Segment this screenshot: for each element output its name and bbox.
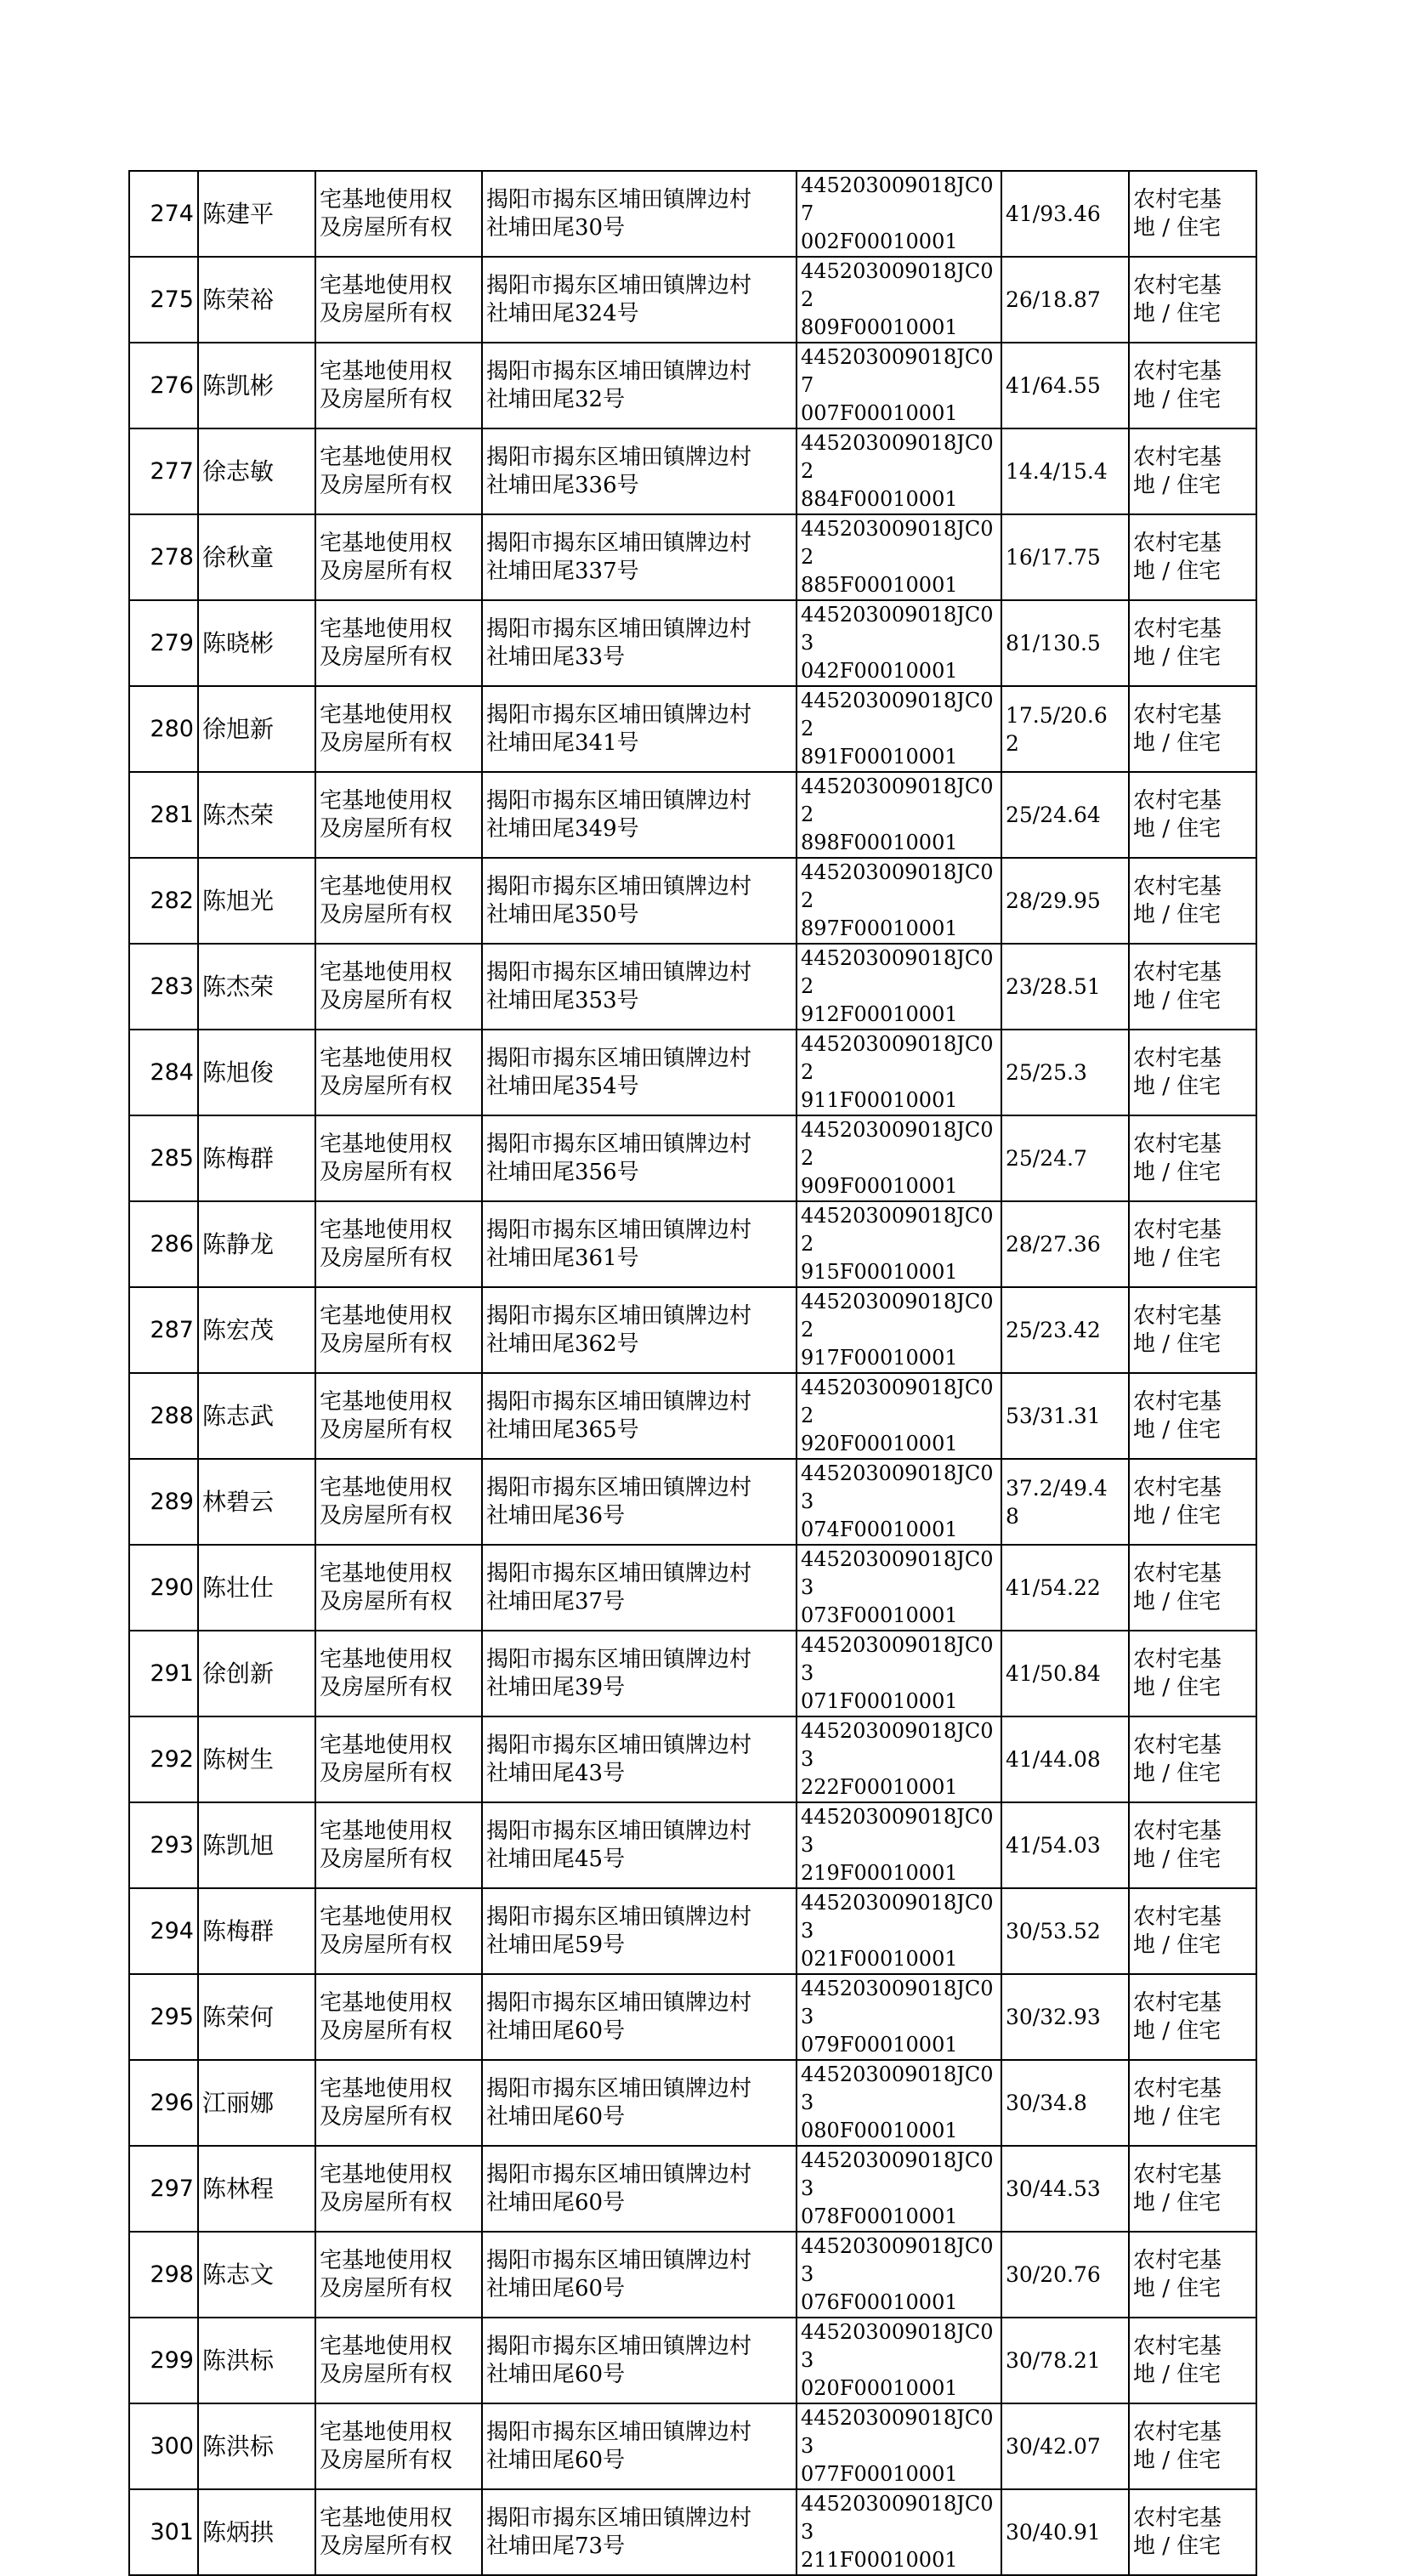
property-address: 揭阳市揭东区埔田镇牌边村 社埔田尾45号: [482, 1802, 797, 1888]
table-row: [129, 514, 1256, 600]
property-address: 揭阳市揭东区埔田镇牌边村 社埔田尾43号: [482, 1716, 797, 1802]
table-body: [129, 171, 1256, 2575]
owner-name: 陈宏茂: [198, 1287, 315, 1373]
right-type: 宅基地使用权 及房屋所有权: [315, 2403, 482, 2489]
land-use: 农村宅基 地 / 住宅: [1129, 257, 1256, 343]
table-row: [129, 428, 1256, 514]
table-row: [129, 1201, 1256, 1287]
unit-code: 445203009018JC03 222F00010001: [797, 1716, 1001, 1802]
owner-name: 陈荣何: [198, 1974, 315, 2060]
property-address: 揭阳市揭东区埔田镇牌边村 社埔田尾30号: [482, 171, 797, 257]
land-use: 农村宅基 地 / 住宅: [1129, 2146, 1256, 2232]
property-address: 揭阳市揭东区埔田镇牌边村 社埔田尾361号: [482, 1201, 797, 1287]
row-number: 289: [129, 1459, 198, 1545]
area-value: 41/54.03: [1001, 1802, 1129, 1888]
owner-name: 陈梅群: [198, 1115, 315, 1201]
unit-code: 445203009018JC03 078F00010001: [797, 2146, 1001, 2232]
table-row: [129, 257, 1256, 343]
row-number: 280: [129, 686, 198, 772]
area-value: 30/40.91: [1001, 2489, 1129, 2575]
right-type: 宅基地使用权 及房屋所有权: [315, 257, 482, 343]
land-use: 农村宅基 地 / 住宅: [1129, 1287, 1256, 1373]
row-number: 287: [129, 1287, 198, 1373]
land-use: 农村宅基 地 / 住宅: [1129, 1115, 1256, 1201]
right-type: 宅基地使用权 及房屋所有权: [315, 1545, 482, 1631]
table-row: [129, 2232, 1256, 2318]
row-number: 294: [129, 1888, 198, 1974]
land-use: 农村宅基 地 / 住宅: [1129, 1201, 1256, 1287]
unit-code: 445203009018JC02 920F00010001: [797, 1373, 1001, 1459]
area-value: 30/78.21: [1001, 2318, 1129, 2403]
row-number: 277: [129, 428, 198, 514]
right-type: 宅基地使用权 及房屋所有权: [315, 2489, 482, 2575]
area-value: 41/54.22: [1001, 1545, 1129, 1631]
table-row: [129, 171, 1256, 257]
area-value: 28/29.95: [1001, 858, 1129, 944]
owner-name: 陈晓彬: [198, 600, 315, 686]
owner-name: 陈炳拱: [198, 2489, 315, 2575]
land-use: 农村宅基 地 / 住宅: [1129, 2403, 1256, 2489]
land-use: 农村宅基 地 / 住宅: [1129, 514, 1256, 600]
right-type: 宅基地使用权 及房屋所有权: [315, 514, 482, 600]
property-address: 揭阳市揭东区埔田镇牌边村 社埔田尾60号: [482, 2232, 797, 2318]
property-address: 揭阳市揭东区埔田镇牌边村 社埔田尾337号: [482, 514, 797, 600]
land-use: 农村宅基 地 / 住宅: [1129, 772, 1256, 858]
table-row: [129, 858, 1256, 944]
table-row: [129, 2146, 1256, 2232]
owner-name: 徐创新: [198, 1631, 315, 1716]
land-use: 农村宅基 地 / 住宅: [1129, 428, 1256, 514]
land-use: 农村宅基 地 / 住宅: [1129, 343, 1256, 428]
land-use: 农村宅基 地 / 住宅: [1129, 944, 1256, 1030]
row-number: 297: [129, 2146, 198, 2232]
row-number: 285: [129, 1115, 198, 1201]
property-address: 揭阳市揭东区埔田镇牌边村 社埔田尾33号: [482, 600, 797, 686]
owner-name: 陈凯旭: [198, 1802, 315, 1888]
table-row: [129, 2318, 1256, 2403]
table-row: [129, 2403, 1256, 2489]
table-row: [129, 600, 1256, 686]
owner-name: 林碧云: [198, 1459, 315, 1545]
area-value: 41/64.55: [1001, 343, 1129, 428]
area-value: 14.4/15.4: [1001, 428, 1129, 514]
area-value: 53/31.31: [1001, 1373, 1129, 1459]
land-use: 农村宅基 地 / 住宅: [1129, 1888, 1256, 1974]
unit-code: 445203009018JC03 074F00010001: [797, 1459, 1001, 1545]
owner-name: 陈旭俊: [198, 1030, 315, 1115]
row-number: 290: [129, 1545, 198, 1631]
land-use: 农村宅基 地 / 住宅: [1129, 171, 1256, 257]
owner-name: 徐秋童: [198, 514, 315, 600]
owner-name: 陈林程: [198, 2146, 315, 2232]
property-address: 揭阳市揭东区埔田镇牌边村 社埔田尾60号: [482, 2318, 797, 2403]
unit-code: 445203009018JC02 912F00010001: [797, 944, 1001, 1030]
land-use: 农村宅基 地 / 住宅: [1129, 1631, 1256, 1716]
unit-code: 445203009018JC02 884F00010001: [797, 428, 1001, 514]
area-value: 81/130.5: [1001, 600, 1129, 686]
table-row: [129, 1030, 1256, 1115]
right-type: 宅基地使用权 及房屋所有权: [315, 2060, 482, 2146]
owner-name: 陈凯彬: [198, 343, 315, 428]
right-type: 宅基地使用权 及房屋所有权: [315, 772, 482, 858]
owner-name: 陈壮仕: [198, 1545, 315, 1631]
owner-name: 江丽娜: [198, 2060, 315, 2146]
land-use: 农村宅基 地 / 住宅: [1129, 858, 1256, 944]
area-value: 30/44.53: [1001, 2146, 1129, 2232]
area-value: 25/24.7: [1001, 1115, 1129, 1201]
right-type: 宅基地使用权 及房屋所有权: [315, 343, 482, 428]
unit-code: 445203009018JC02 898F00010001: [797, 772, 1001, 858]
owner-name: 陈洪标: [198, 2318, 315, 2403]
unit-code: 445203009018JC03 080F00010001: [797, 2060, 1001, 2146]
area-value: 26/18.87: [1001, 257, 1129, 343]
table-row: [129, 343, 1256, 428]
right-type: 宅基地使用权 及房屋所有权: [315, 2146, 482, 2232]
row-number: 275: [129, 257, 198, 343]
table-row: [129, 1631, 1256, 1716]
owner-name: 陈梅群: [198, 1888, 315, 1974]
registry-table: [128, 170, 1257, 2576]
right-type: 宅基地使用权 及房屋所有权: [315, 1115, 482, 1201]
owner-name: 陈杰荣: [198, 944, 315, 1030]
area-value: 37.2/49.4 8: [1001, 1459, 1129, 1545]
property-address: 揭阳市揭东区埔田镇牌边村 社埔田尾60号: [482, 2146, 797, 2232]
unit-code: 445203009018JC03 076F00010001: [797, 2232, 1001, 2318]
area-value: 30/32.93: [1001, 1974, 1129, 2060]
unit-code: 445203009018JC02 885F00010001: [797, 514, 1001, 600]
area-value: 30/42.07: [1001, 2403, 1129, 2489]
land-use: 农村宅基 地 / 住宅: [1129, 1373, 1256, 1459]
property-address: 揭阳市揭东区埔田镇牌边村 社埔田尾336号: [482, 428, 797, 514]
property-address: 揭阳市揭东区埔田镇牌边村 社埔田尾354号: [482, 1030, 797, 1115]
right-type: 宅基地使用权 及房屋所有权: [315, 858, 482, 944]
row-number: 301: [129, 2489, 198, 2575]
owner-name: 陈志武: [198, 1373, 315, 1459]
land-use: 农村宅基 地 / 住宅: [1129, 1545, 1256, 1631]
right-type: 宅基地使用权 及房屋所有权: [315, 600, 482, 686]
area-value: 28/27.36: [1001, 1201, 1129, 1287]
area-value: 25/24.64: [1001, 772, 1129, 858]
land-use: 农村宅基 地 / 住宅: [1129, 2060, 1256, 2146]
land-use: 农村宅基 地 / 住宅: [1129, 2489, 1256, 2575]
unit-code: 445203009018JC03 021F00010001: [797, 1888, 1001, 1974]
land-use: 农村宅基 地 / 住宅: [1129, 686, 1256, 772]
unit-code: 445203009018JC03 073F00010001: [797, 1545, 1001, 1631]
property-address: 揭阳市揭东区埔田镇牌边村 社埔田尾59号: [482, 1888, 797, 1974]
property-address: 揭阳市揭东区埔田镇牌边村 社埔田尾324号: [482, 257, 797, 343]
right-type: 宅基地使用权 及房屋所有权: [315, 1802, 482, 1888]
row-number: 299: [129, 2318, 198, 2403]
table-row: [129, 772, 1256, 858]
owner-name: 陈静龙: [198, 1201, 315, 1287]
land-use: 农村宅基 地 / 住宅: [1129, 600, 1256, 686]
unit-code: 445203009018JC02 915F00010001: [797, 1201, 1001, 1287]
right-type: 宅基地使用权 及房屋所有权: [315, 1373, 482, 1459]
unit-code: 445203009018JC02 891F00010001: [797, 686, 1001, 772]
land-use: 农村宅基 地 / 住宅: [1129, 1459, 1256, 1545]
property-address: 揭阳市揭东区埔田镇牌边村 社埔田尾32号: [482, 343, 797, 428]
right-type: 宅基地使用权 及房屋所有权: [315, 944, 482, 1030]
area-value: 30/20.76: [1001, 2232, 1129, 2318]
area-value: 41/44.08: [1001, 1716, 1129, 1802]
land-use: 农村宅基 地 / 住宅: [1129, 1716, 1256, 1802]
owner-name: 陈志文: [198, 2232, 315, 2318]
land-use: 农村宅基 地 / 住宅: [1129, 2232, 1256, 2318]
right-type: 宅基地使用权 及房屋所有权: [315, 1888, 482, 1974]
right-type: 宅基地使用权 及房屋所有权: [315, 1030, 482, 1115]
right-type: 宅基地使用权 及房屋所有权: [315, 2318, 482, 2403]
table-row: [129, 944, 1256, 1030]
area-value: 25/25.3: [1001, 1030, 1129, 1115]
unit-code: 445203009018JC03 211F00010001: [797, 2489, 1001, 2575]
table-row: [129, 2489, 1256, 2575]
property-address: 揭阳市揭东区埔田镇牌边村 社埔田尾60号: [482, 2060, 797, 2146]
right-type: 宅基地使用权 及房屋所有权: [315, 686, 482, 772]
table-row: [129, 1802, 1256, 1888]
row-number: 293: [129, 1802, 198, 1888]
area-value: 30/34.8: [1001, 2060, 1129, 2146]
property-address: 揭阳市揭东区埔田镇牌边村 社埔田尾39号: [482, 1631, 797, 1716]
row-number: 284: [129, 1030, 198, 1115]
area-value: 41/50.84: [1001, 1631, 1129, 1716]
owner-name: 陈建平: [198, 171, 315, 257]
right-type: 宅基地使用权 及房屋所有权: [315, 1631, 482, 1716]
area-value: 41/93.46: [1001, 171, 1129, 257]
row-number: 276: [129, 343, 198, 428]
right-type: 宅基地使用权 及房屋所有权: [315, 2232, 482, 2318]
property-address: 揭阳市揭东区埔田镇牌边村 社埔田尾37号: [482, 1545, 797, 1631]
unit-code: 445203009018JC02 909F00010001: [797, 1115, 1001, 1201]
owner-name: 徐志敏: [198, 428, 315, 514]
area-value: 16/17.75: [1001, 514, 1129, 600]
table-row: [129, 1716, 1256, 1802]
area-value: 23/28.51: [1001, 944, 1129, 1030]
right-type: 宅基地使用权 及房屋所有权: [315, 428, 482, 514]
row-number: 282: [129, 858, 198, 944]
property-address: 揭阳市揭东区埔田镇牌边村 社埔田尾341号: [482, 686, 797, 772]
right-type: 宅基地使用权 及房屋所有权: [315, 1459, 482, 1545]
row-number: 292: [129, 1716, 198, 1802]
owner-name: 陈杰荣: [198, 772, 315, 858]
property-address: 揭阳市揭东区埔田镇牌边村 社埔田尾349号: [482, 772, 797, 858]
property-address: 揭阳市揭东区埔田镇牌边村 社埔田尾365号: [482, 1373, 797, 1459]
right-type: 宅基地使用权 及房屋所有权: [315, 1716, 482, 1802]
row-number: 295: [129, 1974, 198, 2060]
unit-code: 445203009018JC02 911F00010001: [797, 1030, 1001, 1115]
row-number: 298: [129, 2232, 198, 2318]
row-number: 288: [129, 1373, 198, 1459]
area-value: 30/53.52: [1001, 1888, 1129, 1974]
unit-code: 445203009018JC03 071F00010001: [797, 1631, 1001, 1716]
owner-name: 陈洪标: [198, 2403, 315, 2489]
unit-code: 445203009018JC02 897F00010001: [797, 858, 1001, 944]
row-number: 278: [129, 514, 198, 600]
owner-name: 陈树生: [198, 1716, 315, 1802]
row-number: 279: [129, 600, 198, 686]
property-address: 揭阳市揭东区埔田镇牌边村 社埔田尾356号: [482, 1115, 797, 1201]
table-row: [129, 1373, 1256, 1459]
land-use: 农村宅基 地 / 住宅: [1129, 1802, 1256, 1888]
row-number: 283: [129, 944, 198, 1030]
property-address: 揭阳市揭东区埔田镇牌边村 社埔田尾73号: [482, 2489, 797, 2575]
table-row: [129, 1545, 1256, 1631]
right-type: 宅基地使用权 及房屋所有权: [315, 1287, 482, 1373]
land-use: 农村宅基 地 / 住宅: [1129, 1030, 1256, 1115]
owner-name: 徐旭新: [198, 686, 315, 772]
table-row: [129, 1888, 1256, 1974]
unit-code: 445203009018JC03 079F00010001: [797, 1974, 1001, 2060]
property-address: 揭阳市揭东区埔田镇牌边村 社埔田尾353号: [482, 944, 797, 1030]
property-address: 揭阳市揭东区埔田镇牌边村 社埔田尾350号: [482, 858, 797, 944]
area-value: 25/23.42: [1001, 1287, 1129, 1373]
property-address: 揭阳市揭东区埔田镇牌边村 社埔田尾60号: [482, 1974, 797, 2060]
row-number: 296: [129, 2060, 198, 2146]
right-type: 宅基地使用权 及房屋所有权: [315, 171, 482, 257]
row-number: 291: [129, 1631, 198, 1716]
unit-code: 445203009018JC07 007F00010001: [797, 343, 1001, 428]
unit-code: 445203009018JC02 917F00010001: [797, 1287, 1001, 1373]
land-use: 农村宅基 地 / 住宅: [1129, 2318, 1256, 2403]
row-number: 274: [129, 171, 198, 257]
row-number: 281: [129, 772, 198, 858]
right-type: 宅基地使用权 及房屋所有权: [315, 1201, 482, 1287]
unit-code: 445203009018JC02 809F00010001: [797, 257, 1001, 343]
table-row: [129, 1115, 1256, 1201]
property-address: 揭阳市揭东区埔田镇牌边村 社埔田尾36号: [482, 1459, 797, 1545]
row-number: 300: [129, 2403, 198, 2489]
unit-code: 445203009018JC03 042F00010001: [797, 600, 1001, 686]
property-address: 揭阳市揭东区埔田镇牌边村 社埔田尾362号: [482, 1287, 797, 1373]
owner-name: 陈旭光: [198, 858, 315, 944]
row-number: 286: [129, 1201, 198, 1287]
unit-code: 445203009018JC03 219F00010001: [797, 1802, 1001, 1888]
area-value: 17.5/20.6 2: [1001, 686, 1129, 772]
unit-code: 445203009018JC07 002F00010001: [797, 171, 1001, 257]
table-row: [129, 1287, 1256, 1373]
table-row: [129, 1974, 1256, 2060]
land-use: 农村宅基 地 / 住宅: [1129, 1974, 1256, 2060]
unit-code: 445203009018JC03 020F00010001: [797, 2318, 1001, 2403]
owner-name: 陈荣裕: [198, 257, 315, 343]
right-type: 宅基地使用权 及房屋所有权: [315, 1974, 482, 2060]
table-row: [129, 1459, 1256, 1545]
table-row: [129, 686, 1256, 772]
property-address: 揭阳市揭东区埔田镇牌边村 社埔田尾60号: [482, 2403, 797, 2489]
unit-code: 445203009018JC03 077F00010001: [797, 2403, 1001, 2489]
table-row: [129, 2060, 1256, 2146]
